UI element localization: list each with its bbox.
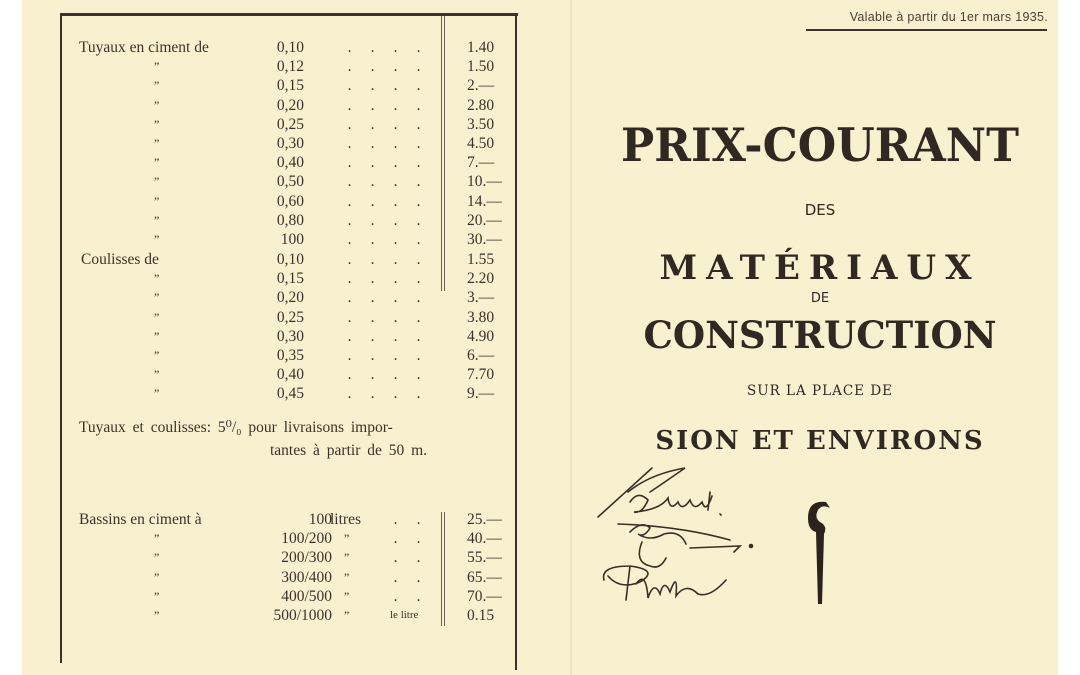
ditto-mark: ” [154, 97, 160, 112]
ditto-mark: ” [154, 193, 160, 208]
row-size: 200/300 [281, 549, 332, 567]
row-size: 100 [308, 511, 332, 528]
table-row [62, 365, 514, 384]
per-litre-label: le litre [390, 609, 419, 621]
row-size: 0,25 [276, 115, 304, 133]
row-size: 0,60 [276, 192, 304, 210]
table-top-rule [60, 13, 518, 16]
table-row [62, 57, 514, 76]
leader-dots: . . [393, 587, 421, 605]
ditto-mark: ” [154, 328, 160, 343]
ditto-mark: ” [154, 309, 160, 324]
row-price: 9.— [467, 385, 495, 403]
ditto-mark: ” [154, 608, 160, 622]
table-row [62, 192, 514, 211]
leader-dots: . . . . [347, 173, 421, 191]
row-size: 300/400 [281, 568, 332, 586]
row-size: 0,10 [276, 251, 304, 268]
row-size: 0,30 [276, 135, 304, 152]
row-size: 0,15 [276, 77, 304, 95]
leader-dots: . . . . [347, 385, 421, 403]
row-price: 1.40 [467, 39, 495, 56]
ditto-mark: ” [344, 588, 350, 603]
leader-dots: . . . . [347, 327, 421, 345]
row-size: 0,45 [276, 385, 304, 403]
table-row [62, 96, 514, 115]
leader-dots: . . . . [347, 231, 421, 248]
ditto-mark: ” [154, 232, 160, 246]
row-label: Tuyaux en ciment de [79, 39, 209, 56]
row-label: Coulisses de [81, 251, 159, 268]
leader-dots: . . . . [347, 96, 421, 114]
row-size: 500/1000 [273, 607, 332, 624]
table-row [62, 606, 514, 625]
row-size: 100/200 [281, 530, 332, 548]
row-price: 2.— [467, 77, 495, 95]
row-price: 6.— [467, 347, 495, 364]
row-size: 100 [280, 231, 304, 248]
table-row [62, 38, 514, 57]
row-size: 0,20 [276, 96, 304, 114]
table-row [62, 211, 514, 230]
leader-dots: . . . . [347, 58, 421, 76]
row-price: 2.80 [467, 96, 495, 114]
ditto-mark: ” [344, 531, 350, 546]
row-price: 65.— [467, 568, 502, 586]
table-row [62, 76, 514, 95]
leader-dots: . . . . [347, 308, 421, 326]
row-price: 4.50 [467, 135, 495, 152]
table-row [62, 230, 514, 249]
title-materiaux: MATÉRIAUX [659, 248, 981, 288]
leader-dots: . . [393, 511, 421, 528]
row-size: 0,35 [276, 347, 304, 364]
subtitle-des: DES [804, 201, 836, 219]
fold-line [570, 0, 572, 675]
row-size: 0,40 [276, 366, 304, 384]
handwritten-signatures-icon [590, 462, 770, 622]
ditto-mark: ” [154, 78, 160, 93]
leader-dots: . . . . [347, 270, 421, 288]
row-price: 3.— [467, 289, 495, 307]
ditto-mark: ” [344, 569, 350, 584]
leader-dots: . . . . [347, 347, 421, 364]
table-row [62, 529, 514, 548]
ditto-mark: ” [154, 271, 160, 286]
table-row [62, 346, 514, 365]
table-row [62, 288, 514, 307]
leader-dots: . . . . [347, 115, 421, 133]
row-price: 7.— [467, 154, 495, 172]
row-price: 7.70 [467, 366, 495, 384]
row-price: 20.— [467, 211, 502, 229]
ditto-mark: ” [344, 550, 350, 565]
row-size: 400/500 [281, 587, 332, 605]
ditto-mark: ” [154, 212, 160, 227]
table-row [62, 308, 514, 327]
ditto-mark: ” [154, 531, 160, 546]
table-row [62, 269, 514, 288]
leader-dots: . . . . [347, 192, 421, 210]
row-size: 0,25 [276, 308, 304, 326]
table-row [62, 587, 514, 606]
leader-dots: . . . . [347, 366, 421, 384]
title-location: SION ET ENVIRONS [655, 426, 985, 456]
row-unit: litres [330, 511, 361, 528]
row-size: 0,10 [276, 39, 304, 56]
table-row [62, 510, 514, 529]
table-row [62, 384, 514, 403]
row-price: 1.50 [467, 58, 495, 76]
row-size: 0,15 [276, 270, 304, 288]
table-row [62, 134, 514, 153]
row-price: 25.— [467, 511, 502, 528]
title-construction: CONSTRUCTION [643, 313, 997, 357]
ditto-mark: ” [344, 608, 350, 622]
row-price: 10.— [467, 173, 502, 191]
row-size: 0,80 [276, 211, 304, 229]
ditto-mark: ” [154, 588, 160, 603]
ditto-mark: ” [154, 569, 160, 584]
table-row [62, 172, 514, 191]
leader-dots: . . [393, 530, 421, 548]
table-row [62, 327, 514, 346]
leader-dots: . . . . [347, 289, 421, 307]
table-right-rule [515, 15, 517, 670]
row-price: 14.— [467, 192, 502, 210]
row-price: 3.50 [467, 115, 495, 133]
ditto-mark: ” [154, 155, 160, 170]
ditto-mark: ” [154, 116, 160, 131]
ditto-mark: ” [154, 348, 160, 362]
table-row [62, 568, 514, 587]
row-price: 3.80 [467, 308, 495, 326]
table-row [62, 153, 514, 172]
row-size: 0,12 [276, 58, 304, 76]
title-prix-courant: PRIX-COURANT [621, 118, 1019, 172]
row-price: 55.— [467, 549, 502, 567]
ditto-mark: ” [154, 59, 160, 74]
ditto-mark: ” [154, 174, 160, 189]
row-price: 2.20 [467, 270, 495, 288]
leader-dots: . . [393, 568, 421, 586]
table-row [62, 548, 514, 567]
row-label: Bassins en ciment à [79, 511, 202, 528]
row-size: 0,40 [276, 154, 304, 172]
leader-dots: . . . . [347, 154, 421, 172]
row-price: 0.15 [467, 607, 495, 624]
leader-dots: . . . . [347, 135, 421, 152]
leader-dots: . . . . [347, 39, 421, 56]
subtitle-place: SUR LA PLACE DE [746, 383, 894, 399]
row-price: 40.— [467, 530, 502, 548]
ditto-mark: ” [154, 386, 160, 401]
leader-dots: . . [393, 549, 421, 567]
validity-underline [806, 29, 1047, 31]
row-price: 30.— [467, 231, 502, 248]
ditto-mark: ” [154, 136, 160, 150]
row-price: 70.— [467, 587, 502, 605]
validity-date: Valable à partir du 1er mars 1935. [849, 10, 1048, 24]
row-size: 0,50 [276, 173, 304, 191]
leader-dots: . . . . [347, 251, 421, 268]
row-size: 0,30 [276, 327, 304, 345]
leader-dots: . . . . [347, 77, 421, 95]
ditto-mark: ” [154, 550, 160, 565]
row-size: 0,20 [276, 289, 304, 307]
discount-note-line2: tantes à partir de 50 m. [270, 442, 428, 459]
printer-mark-icon [800, 496, 840, 608]
row-price: 1.55 [467, 251, 495, 268]
leader-dots: . . . . [347, 211, 421, 229]
subtitle-de: DE [810, 291, 830, 306]
discount-note-line1: Tuyaux et coulisses: 5⁰/₀ pour livraisons impor- [79, 419, 393, 436]
ditto-mark: ” [154, 290, 160, 305]
ditto-mark: ” [154, 367, 160, 382]
table-row [62, 250, 514, 269]
row-price: 4.90 [467, 327, 495, 345]
table-row [62, 115, 514, 134]
